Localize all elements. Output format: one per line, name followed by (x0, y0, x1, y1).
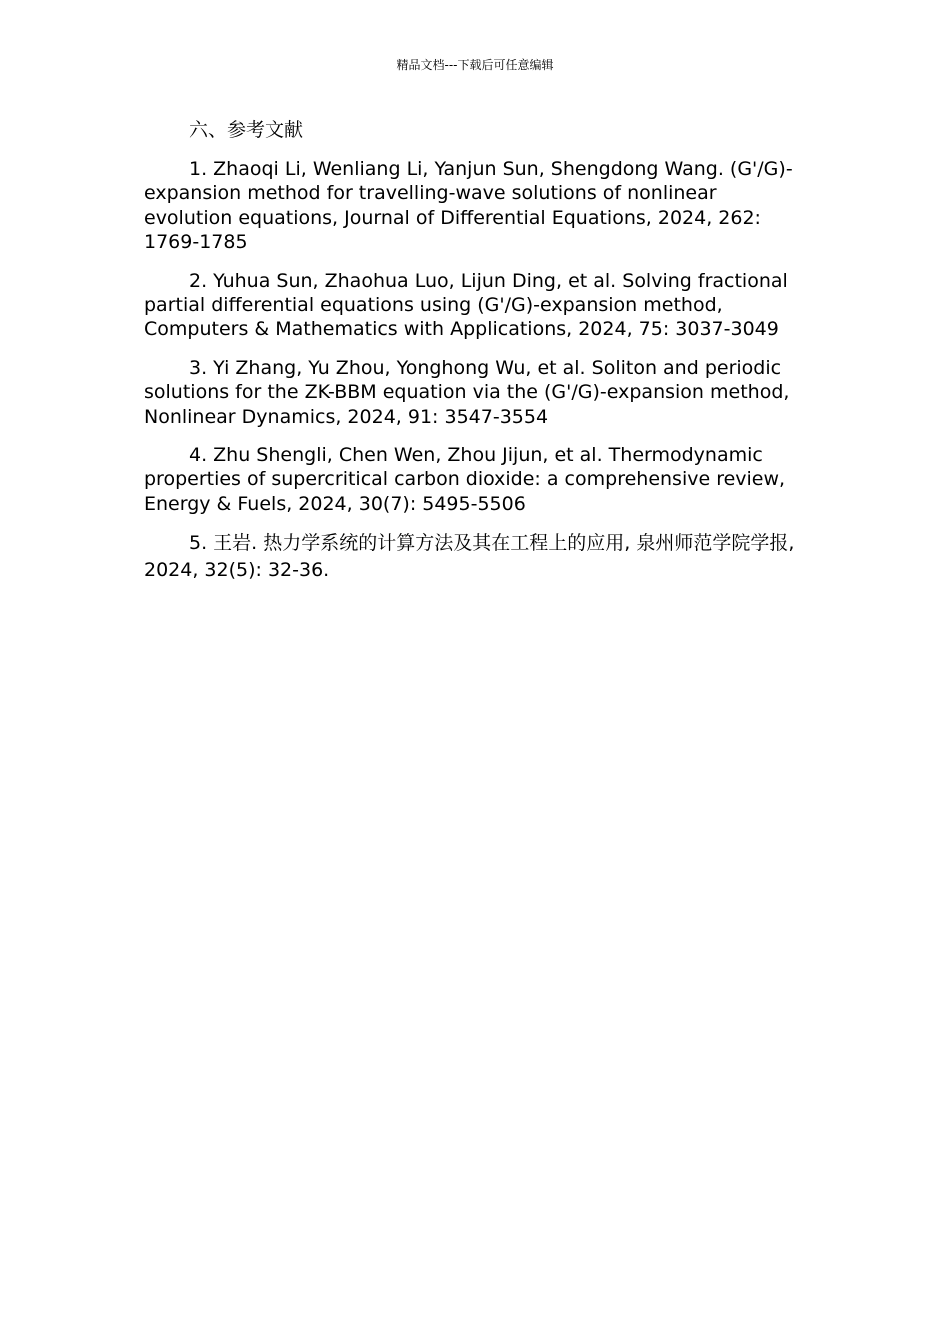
reference-item-4: 4. Zhu Shengli, Chen Wen, Zhou Jijun, et al. Thermodynamic properties of supercritical carbon dioxide: a comprehensive review, Energy & Fuels, 2024, 30(7): 5495-5506 (144, 444, 786, 515)
section-title: 六、参考文献 (189, 119, 304, 141)
page-header: 精品文档---下载后可任意编辑 (396, 58, 554, 72)
document-body (144, 117, 806, 598)
reference-item-3: 3. Yi Zhang, Yu Zhou, Yonghong Wu, et al. Soliton and periodic solutions for the ZK-BBM equation via the (G'/G)-expansion method, Nonlinear Dynamics, 2024, 91: 3547-3554 (144, 356, 790, 428)
reference-list (144, 157, 806, 584)
reference-item-5: 5. 王岩. 热力学系统的计算方法及其在工程上的应用, 泉州师范学院学报, 2024, 32(5): 32-36. (144, 532, 795, 582)
reference-item-1: 1. Zhaoqi Li, Wenliang Li, Yanjun Sun, Shengdong Wang. (G'/G)-expansion method for travelling-wave solutions of nonlinear evolution equations, Journal of Differential Equations, 2024, 262: 1769-1785 (144, 158, 793, 254)
reference-item-2: 2. Yuhua Sun, Zhaohua Luo, Lijun Ding, et al. Solving fractional partial differential equations using (G'/G)-expansion method, Computers & Mathematics with Applications, 2024, 75: 3037-3049 (144, 269, 788, 341)
